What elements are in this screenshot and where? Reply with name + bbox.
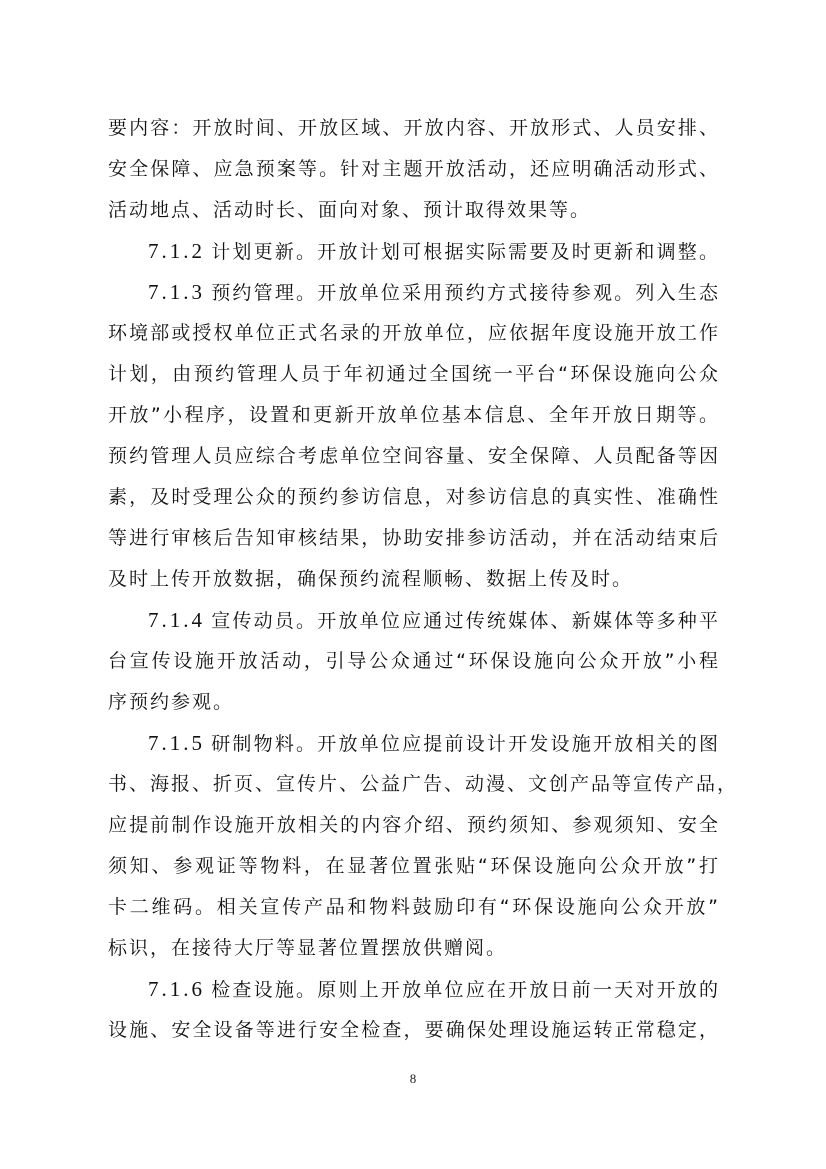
text-line: [108, 682, 720, 723]
line-text: 素，及时受理公众的预约参访信息，对参访信息的真实性、准确性: [108, 486, 720, 508]
text-line: [108, 313, 720, 354]
line-text: 研制物料。开放单位应提前设计开发设施开放相关的图: [211, 733, 720, 755]
line-text: 设施、安全设备等进行安全检查，要确保处理设施运转正常稳定，: [108, 1019, 720, 1041]
line-text: 序预约参观。: [108, 691, 235, 713]
text-line: [108, 764, 739, 805]
line-text: 预约管理。开放单位采用预约方式接待参观。列入生态: [211, 282, 720, 304]
section-heading-line: [108, 600, 720, 641]
line-text: 卡二维码。相关宣传产品和物料鼓励印有“环保设施向公众开放”: [108, 896, 720, 918]
line-text: 活动地点、活动时长、面向对象、预计取得效果等。: [108, 199, 592, 221]
text-line: [108, 395, 720, 436]
section-heading-line: [108, 272, 720, 313]
line-text: 等进行审核后告知审核结果，协助安排参访活动，并在活动结束后: [108, 527, 720, 549]
line-text: 计划，由预约管理人员于年初通过全国统一平台“环保设施向公众: [108, 363, 720, 385]
line-text: 开放”小程序，设置和更新开放单位基本信息、全年开放日期等。: [108, 404, 720, 426]
text-line: [108, 108, 720, 149]
text-line: [108, 354, 720, 395]
body-text: [108, 108, 739, 1051]
line-text: 安全保障、应急预案等。针对主题开放活动，还应明确活动形式、: [108, 158, 720, 180]
line-text: 台宣传设施开放活动，引导公众通过“环保设施向公众开放”小程: [108, 650, 720, 672]
line-text: 书、海报、折页、宣传片、公益广告、动漫、文创产品等宣传产品，: [108, 773, 739, 795]
text-line: [108, 641, 720, 682]
text-line: [108, 518, 720, 559]
section-number: 7.1.2: [148, 239, 205, 263]
text-line: [108, 436, 720, 477]
section-number: 7.1.3: [148, 280, 205, 304]
text-line: [108, 805, 720, 846]
text-line: [108, 887, 720, 928]
section-heading-line: [108, 969, 720, 1010]
line-text: 检查设施。原则上开放单位应在开放日前一天对开放的: [211, 979, 720, 1001]
page-number: 8: [409, 1071, 417, 1086]
line-text: 计划更新。开放计划可根据实际需要及时更新和调整。: [211, 241, 720, 263]
line-text: 应提前制作设施开放相关的内容介绍、预约须知、参观须知、安全: [108, 814, 720, 836]
section-number: 7.1.6: [148, 977, 205, 1001]
text-line: [108, 559, 720, 600]
section-heading-line: [108, 231, 720, 272]
section-number: 7.1.4: [148, 608, 205, 632]
line-text: 及时上传开放数据，确保预约流程顺畅、数据上传及时。: [108, 568, 634, 590]
text-line: [108, 149, 720, 190]
line-text: 预约管理人员应综合考虑单位空间容量、安全保障、人员配备等因: [108, 445, 720, 467]
line-text: 标识，在接待大厅等显著位置摆放供赠阅。: [108, 937, 508, 959]
line-text: 要内容：开放时间、开放区域、开放内容、开放形式、人员安排、: [108, 117, 720, 139]
section-heading-line: [108, 723, 720, 764]
text-line: [108, 190, 720, 231]
text-line: [108, 928, 720, 969]
text-line: [108, 1010, 720, 1051]
line-text: 环境部或授权单位正式名录的开放单位，应依据年度设施开放工作: [108, 322, 720, 344]
section-number: 7.1.5: [148, 731, 205, 755]
text-line: [108, 477, 720, 518]
text-line: [108, 846, 720, 887]
line-text: 宣传动员。开放单位应通过传统媒体、新媒体等多种平: [211, 610, 720, 632]
line-text: 须知、参观证等物料，在显著位置张贴“环保设施向公众开放”打: [108, 855, 720, 877]
